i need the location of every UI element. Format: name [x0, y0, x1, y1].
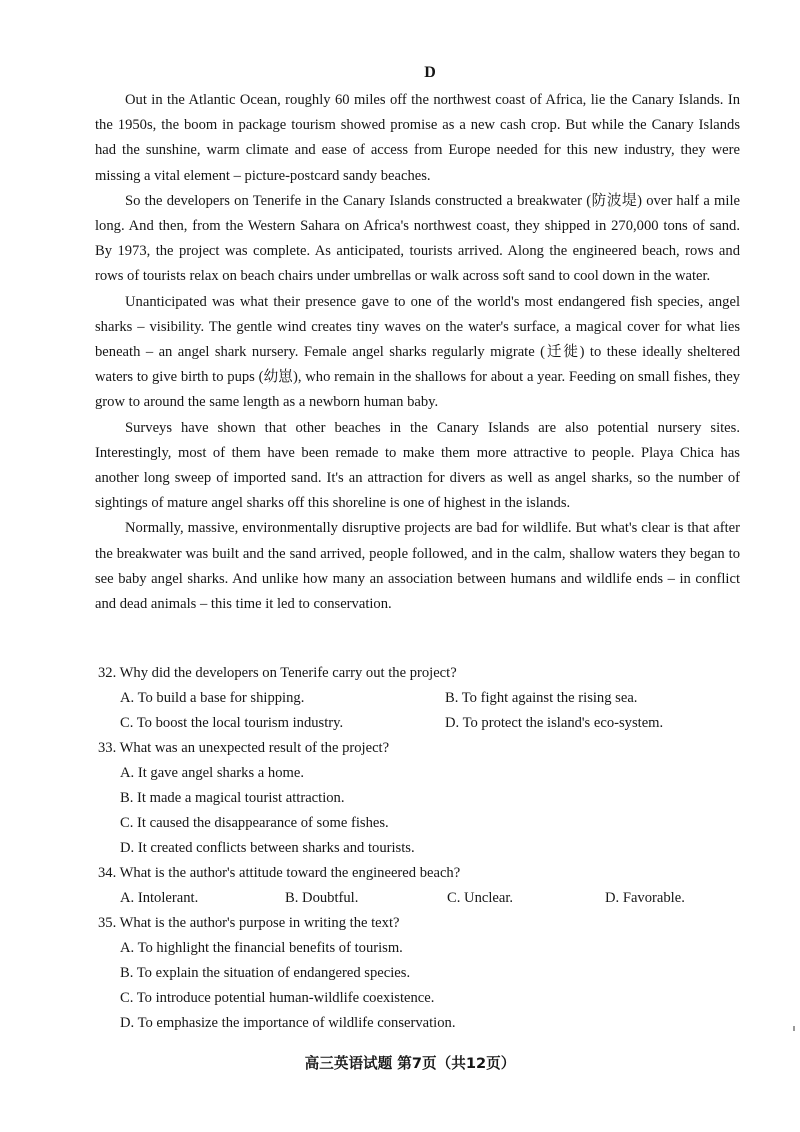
option-c: C. Unclear. — [447, 890, 514, 906]
question-35 — [98, 911, 738, 1036]
option-a: A. To highlight the financial benefits of tourism. — [120, 940, 403, 956]
option-c: C. It caused the disappearance of some fishes. — [120, 815, 389, 831]
option-b: B. It made a magical tourist attraction. — [120, 790, 345, 806]
passage-paragraph-3: Unanticipated was what their presence gave to one of the world's most endangered fish species, angel sharks – visibility. The gentle wind creates tiny waves on the water's surface, a magical cover for what lies beneath – an angel shark nursery. Female angel sharks regularly migrate (迁徙) to these ideally sheltered waters to give birth to pups (幼崽), who remain in the shallows for about a year. Feeding on small fishes, they grow to around the same length as a newborn human baby. — [95, 293, 740, 411]
passage-paragraph-2: So the developers on Tenerife in the Canary Islands constructed a breakwater (防波堤) over half a mile long. And then, from the Western Sahara on Africa's northwest coast, they shipped in 270,000 tons of sand. By 1973, the project was complete. As anticipated, tourists arrived. Along the engineered beach, rows and rows of tourists relax on beach chairs under umbrellas or walk across soft sand to cool down in the water. — [95, 192, 740, 285]
page-footer: 高三英语试题 第7页（共12页） — [304, 1055, 516, 1072]
question-list — [98, 661, 738, 1036]
option-a: A. Intolerant. — [120, 890, 199, 906]
question-stem: 34. What is the author's attitude toward the engineered beach? — [98, 865, 461, 881]
question-34 — [98, 861, 738, 911]
option-a: A. It gave angel sharks a home. — [120, 765, 304, 781]
option-d: D. To protect the island's eco-system. — [445, 715, 664, 731]
passage-paragraph-5: Normally, massive, environmentally disruptive projects are bad for wildlife. But what's clear is that after the breakwater was built and the sand arrived, people followed, and in the calm, shallow waters they began to see baby angel sharks. And unlike how many an association between humans and wildlife ends – in conflict and dead animals – this time it led to conservation. — [95, 520, 740, 613]
question-stem: 35. What is the author's purpose in writing the text? — [98, 915, 400, 931]
scan-mark — [793, 1026, 795, 1031]
option-d: D. Favorable. — [605, 890, 685, 906]
option-b: B. Doubtful. — [285, 890, 359, 906]
option-d: D. It created conflicts between sharks and tourists. — [120, 840, 415, 856]
passage-paragraph-1: Out in the Atlantic Ocean, roughly 60 miles off the northwest coast of Africa, lie the Canary Islands. In the 1950s, the boom in package tourism showed promise as a new cash crop. But while the Canary Islands had the sunshine, warm climate and ease of access from Europe needed for this new industry, they were missing a vital element – picture-postcard sandy beaches. — [95, 92, 740, 184]
option-b: B. To explain the situation of endangered species. — [120, 965, 411, 981]
question-33 — [98, 736, 738, 861]
option-c: C. To boost the local tourism industry. — [120, 715, 344, 731]
question-stem: 33. What was an unexpected result of the project? — [98, 740, 390, 756]
reading-passage — [95, 88, 740, 617]
option-c: C. To introduce potential human-wildlife coexistence. — [120, 990, 435, 1006]
option-d: D. To emphasize the importance of wildlife conservation. — [120, 1015, 456, 1031]
option-b: B. To fight against the rising sea. — [445, 690, 638, 706]
question-stem: 32. Why did the developers on Tenerife carry out the project? — [98, 665, 457, 681]
passage-paragraph-4: Surveys have shown that other beaches in the Canary Islands are also potential nursery sites. Interestingly, most of them have been remade to make them more attractive to people. Playa Chica has another long sweep of imported sand. It's an attraction for divers as well as angel sharks, so the number of sightings of mature angel sharks off this shoreline is one of highest in the islands. — [95, 419, 740, 512]
option-a: A. To build a base for shipping. — [120, 690, 305, 706]
section-letter: D — [424, 64, 436, 81]
question-32 — [98, 661, 738, 736]
